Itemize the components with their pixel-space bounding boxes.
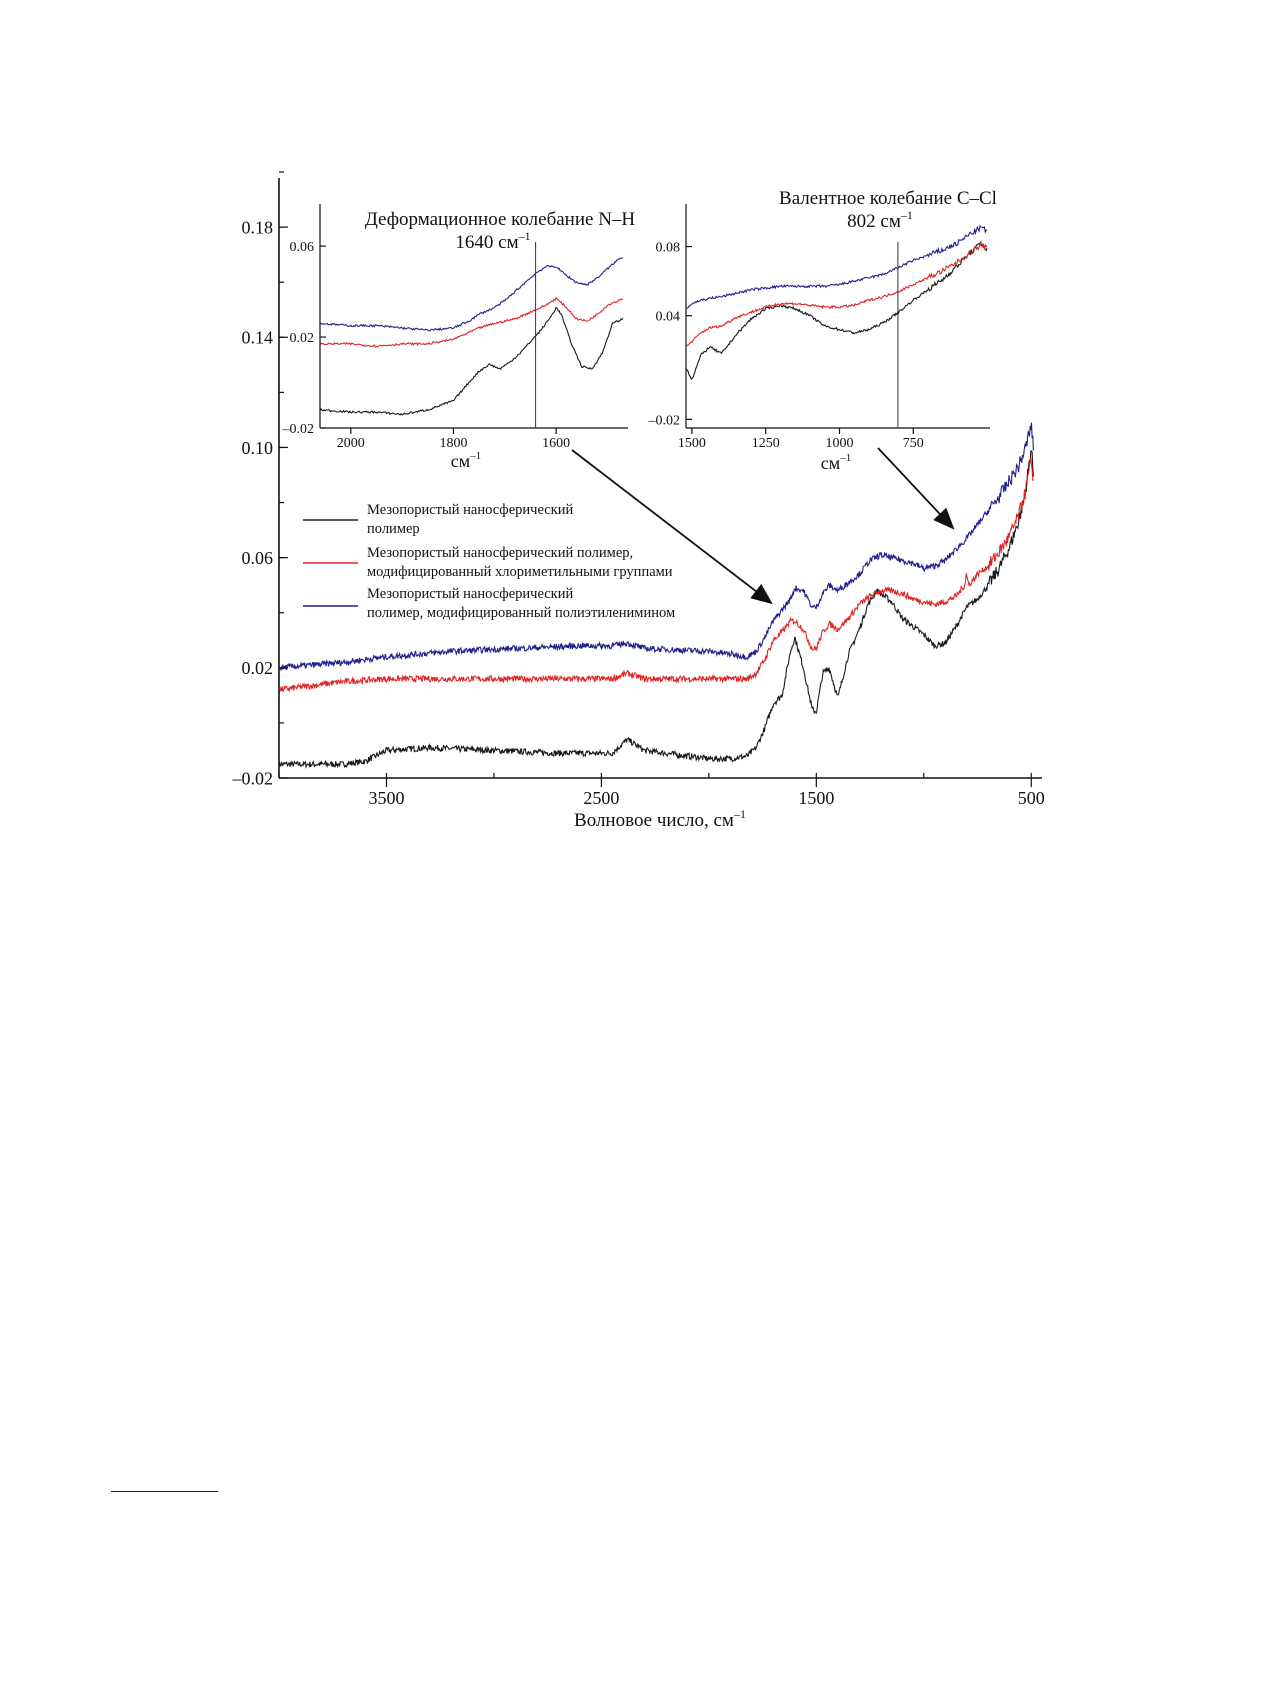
legend-entry-1-line1: Мезопористый наносферический (367, 502, 574, 518)
main-y-tick-label: 0.14 (241, 327, 273, 348)
inset-1-y-tick-label: –0.02 (282, 421, 314, 437)
legend-entry-1-line2: полимер (367, 521, 420, 537)
main-x-tick-label: 2500 (583, 788, 620, 808)
main-y-tick-label: –0.02 (232, 768, 273, 789)
inset-2-background (683, 198, 989, 428)
footnote-rule (111, 1491, 218, 1492)
inset-2-y-tick-label: 0.08 (655, 240, 680, 256)
inset-1-title: Деформационное колебание N–H (364, 209, 636, 230)
inset-2-x-tick-label: 1250 (751, 436, 780, 451)
inset-2-y-tick-label: –0.02 (648, 413, 680, 429)
inset-2-x-label: $см^{-1}$ (820, 452, 852, 473)
inset-1-x-label: $см^{-1}$ (450, 450, 482, 471)
legend-entry-2-line1: Мезопористый наносферический полимер, (367, 545, 634, 561)
inset-nh-deformation (282, 198, 636, 471)
main-x-tick-label: 3500 (368, 788, 405, 808)
inset-1-x-tick-label: 1800 (439, 436, 468, 451)
main-x-tick-label: 1500 (798, 788, 835, 808)
legend-entry-3-line1: Мезопористый наносферический (367, 586, 574, 602)
inset-1-y-tick-label: 0.06 (289, 240, 314, 256)
inset-1-x-tick-label: 1600 (542, 436, 571, 451)
main-y-tick-label: 0.06 (241, 547, 273, 568)
inset-2-subtitle: 802 $см^{-1}$ (847, 208, 913, 232)
legend (303, 502, 675, 621)
legend-entry-2-line2: модифицированный хлориметильными группами (367, 564, 673, 580)
arrow-to-ccl-peak (878, 448, 952, 527)
inset-2-x-tick-label: 1000 (825, 436, 854, 451)
main-x-axis-label: Волновое число, $см^{-1}$ (574, 807, 746, 831)
main-x-tick-label: 500 (1017, 788, 1045, 808)
legend-entry-3-line2: полимер, модифицированный полиэтиленимином (367, 605, 676, 621)
main-y-tick-label: 0.02 (241, 658, 273, 679)
inset-2-x-tick-label: 1500 (677, 436, 706, 451)
inset-2-title: Валентное колебание C–Cl (779, 188, 997, 209)
inset-1-subtitle: 1640 $см^{-1}$ (455, 229, 531, 253)
inset-2-x-tick-label: 750 (902, 436, 924, 451)
inset-1-y-tick-label: 0.02 (289, 330, 314, 346)
inset-ccl-stretching (648, 188, 997, 473)
inset-2-y-tick-label: 0.04 (655, 309, 680, 325)
main-y-tick-label: 0.18 (241, 217, 273, 238)
inset-1-x-tick-label: 2000 (336, 436, 365, 451)
main-y-tick-label: 0.10 (241, 437, 273, 458)
